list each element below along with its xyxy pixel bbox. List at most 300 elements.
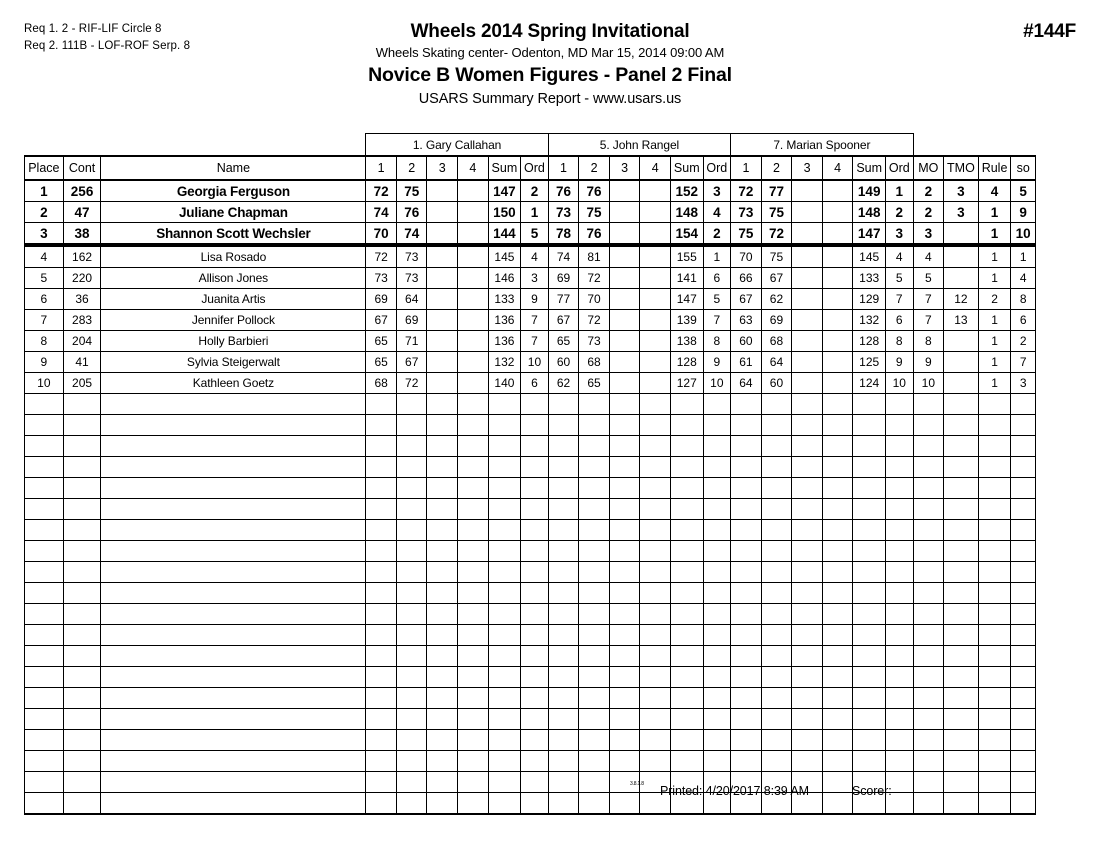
table-row[interactable] bbox=[25, 331, 1036, 352]
blank-cell-j2-f3 bbox=[609, 667, 640, 688]
cell-skater-name: Shannon Scott Wechsler bbox=[101, 223, 366, 246]
judge-band-spacer-right bbox=[913, 134, 1035, 157]
cell-j2-f2: 68 bbox=[579, 352, 610, 373]
blank-cell-tmo bbox=[944, 604, 979, 625]
cell-j3-f1: 72 bbox=[731, 180, 762, 202]
cell-j1-sum: 133 bbox=[488, 289, 521, 310]
cell-j1-f3 bbox=[427, 180, 458, 202]
cell-tmo bbox=[944, 245, 979, 268]
blank-cell-tmo bbox=[944, 457, 979, 478]
cell-j2-ord: 5 bbox=[703, 289, 731, 310]
cell-so: 7 bbox=[1011, 352, 1036, 373]
blank-cell-j3-f3 bbox=[792, 394, 823, 415]
cell-j2-ord: 3 bbox=[703, 180, 731, 202]
blank-cell-mo bbox=[913, 541, 944, 562]
blank-cell-j1-f2 bbox=[396, 394, 427, 415]
blank-cell-j3-f4 bbox=[822, 667, 853, 688]
blank-cell-so bbox=[1011, 709, 1036, 730]
cell-skater-name: Juanita Artis bbox=[101, 289, 366, 310]
cell-j1-f3 bbox=[427, 289, 458, 310]
cell-j2-f2: 70 bbox=[579, 289, 610, 310]
blank-table-row[interactable] bbox=[25, 688, 1036, 709]
blank-table-row[interactable] bbox=[25, 646, 1036, 667]
table-row[interactable] bbox=[25, 268, 1036, 289]
blank-cell-j2-f1 bbox=[548, 562, 579, 583]
cell-j2-f4 bbox=[640, 310, 671, 331]
cell-j1-f1: 69 bbox=[366, 289, 397, 310]
cell-rule: 2 bbox=[978, 289, 1011, 310]
blank-cell-j2-f4 bbox=[640, 457, 671, 478]
cell-j1-ord: 9 bbox=[521, 289, 549, 310]
table-row[interactable] bbox=[25, 245, 1036, 268]
cell-j2-f4 bbox=[640, 331, 671, 352]
cell-mo: 8 bbox=[913, 331, 944, 352]
blank-cell-j2-f3 bbox=[609, 436, 640, 457]
blank-cell-j2-f1 bbox=[548, 520, 579, 541]
cell-j2-f2: 65 bbox=[579, 373, 610, 394]
blank-cell-j2-f2 bbox=[579, 520, 610, 541]
blank-cell-j3-f3 bbox=[792, 562, 823, 583]
blank-cell-j3-f2 bbox=[761, 436, 792, 457]
cell-skater-name: Holly Barbieri bbox=[101, 331, 366, 352]
blank-cell-j2-ord bbox=[703, 730, 731, 751]
blank-cell-j2-ord bbox=[703, 541, 731, 562]
blank-cell-j1-sum bbox=[488, 541, 521, 562]
cell-tmo: 3 bbox=[944, 202, 979, 223]
blank-table-row[interactable] bbox=[25, 520, 1036, 541]
blank-cell-j3-f3 bbox=[792, 751, 823, 772]
cell-j2-ord: 7 bbox=[703, 310, 731, 331]
blank-cell-j1-f3 bbox=[427, 562, 458, 583]
cell-j3-f3 bbox=[792, 180, 823, 202]
blank-cell-j1-ord bbox=[521, 541, 549, 562]
blank-cell-j3-f4 bbox=[822, 478, 853, 499]
cell-j2-sum: 147 bbox=[670, 289, 703, 310]
blank-cell-j3-f2 bbox=[761, 688, 792, 709]
cell-j1-f1: 72 bbox=[366, 180, 397, 202]
blank-table-row[interactable] bbox=[25, 499, 1036, 520]
blank-table-row[interactable] bbox=[25, 478, 1036, 499]
blank-cell-name bbox=[101, 394, 366, 415]
cell-j3-ord: 5 bbox=[885, 268, 913, 289]
blank-cell-j2-f3 bbox=[609, 478, 640, 499]
blank-cell-name bbox=[101, 646, 366, 667]
blank-cell-j1-f2 bbox=[396, 625, 427, 646]
blank-cell-mo bbox=[913, 751, 944, 772]
blank-cell-name bbox=[101, 520, 366, 541]
blank-cell-j3-f1 bbox=[731, 478, 762, 499]
blank-cell-j3-sum bbox=[853, 478, 886, 499]
cell-j2-f1: 78 bbox=[548, 223, 579, 246]
blank-cell-j1-f1 bbox=[366, 520, 397, 541]
cell-tmo bbox=[944, 331, 979, 352]
cell-j2-f3 bbox=[609, 223, 640, 246]
cell-j2-f2: 75 bbox=[579, 202, 610, 223]
blank-cell-j3-sum bbox=[853, 436, 886, 457]
cell-j1-f4 bbox=[458, 373, 489, 394]
blank-table-row[interactable] bbox=[25, 604, 1036, 625]
blank-cell-j2-f4 bbox=[640, 646, 671, 667]
blank-cell-place bbox=[25, 541, 64, 562]
cell-so: 2 bbox=[1011, 331, 1036, 352]
blank-cell-j1-ord bbox=[521, 457, 549, 478]
blank-cell-j3-f2 bbox=[761, 394, 792, 415]
blank-cell-cont bbox=[63, 604, 101, 625]
blank-cell-j2-ord bbox=[703, 562, 731, 583]
blank-cell-j1-sum bbox=[488, 667, 521, 688]
blank-cell-j1-f3 bbox=[427, 457, 458, 478]
blank-cell-cont bbox=[63, 751, 101, 772]
blank-cell-j2-f3 bbox=[609, 541, 640, 562]
cell-mo: 2 bbox=[913, 180, 944, 202]
blank-cell-j2-sum bbox=[670, 562, 703, 583]
cell-j2-f4 bbox=[640, 202, 671, 223]
blank-cell-name bbox=[101, 499, 366, 520]
blank-cell-j2-f4 bbox=[640, 751, 671, 772]
table-row[interactable] bbox=[25, 373, 1036, 394]
blank-cell-j2-sum bbox=[670, 688, 703, 709]
blank-cell-cont bbox=[63, 457, 101, 478]
blank-cell-j2-sum bbox=[670, 394, 703, 415]
blank-cell-name bbox=[101, 415, 366, 436]
blank-cell-j2-f4 bbox=[640, 625, 671, 646]
blank-cell-j3-sum bbox=[853, 751, 886, 772]
blank-cell-j1-f1 bbox=[366, 562, 397, 583]
blank-cell-j2-f1 bbox=[548, 415, 579, 436]
blank-cell-j2-ord bbox=[703, 604, 731, 625]
cell-j3-f2: 68 bbox=[761, 331, 792, 352]
cell-j2-ord: 10 bbox=[703, 373, 731, 394]
cell-j1-f2: 74 bbox=[396, 223, 427, 246]
blank-cell-j3-f4 bbox=[822, 457, 853, 478]
blank-cell-j2-f2 bbox=[579, 415, 610, 436]
cell-cont: 283 bbox=[63, 310, 101, 331]
col-header-j3-fig4: 4 bbox=[822, 156, 853, 180]
blank-cell-j3-f1 bbox=[731, 730, 762, 751]
blank-cell-j1-f3 bbox=[427, 541, 458, 562]
blank-cell-place bbox=[25, 478, 64, 499]
table-row[interactable] bbox=[25, 352, 1036, 373]
scorer-label: Scorer: bbox=[852, 784, 892, 798]
cell-j1-f3 bbox=[427, 268, 458, 289]
cell-j2-f1: 74 bbox=[548, 245, 579, 268]
blank-cell-j3-f2 bbox=[761, 667, 792, 688]
blank-cell-cont bbox=[63, 646, 101, 667]
blank-cell-j1-sum bbox=[488, 394, 521, 415]
blank-cell-j2-f2 bbox=[579, 646, 610, 667]
blank-cell-j1-f2 bbox=[396, 520, 427, 541]
blank-cell-j3-f2 bbox=[761, 730, 792, 751]
judge-1-name: 1. Gary Callahan bbox=[366, 134, 548, 157]
col-header-rule: Rule bbox=[978, 156, 1011, 180]
cell-j2-f1: 69 bbox=[548, 268, 579, 289]
blank-table-row[interactable] bbox=[25, 583, 1036, 604]
blank-cell-j3-sum bbox=[853, 667, 886, 688]
cell-j2-f4 bbox=[640, 268, 671, 289]
blank-cell-j2-ord bbox=[703, 751, 731, 772]
blank-cell-j2-f3 bbox=[609, 709, 640, 730]
blank-cell-name bbox=[101, 730, 366, 751]
blank-cell-j2-f1 bbox=[548, 709, 579, 730]
blank-cell-cont bbox=[63, 394, 101, 415]
blank-cell-j1-f1 bbox=[366, 730, 397, 751]
blank-cell-j2-f2 bbox=[579, 394, 610, 415]
cell-j1-ord: 3 bbox=[521, 268, 549, 289]
blank-cell-j3-f3 bbox=[792, 520, 823, 541]
blank-cell-j2-f2 bbox=[579, 709, 610, 730]
blank-table-row[interactable] bbox=[25, 394, 1036, 415]
cell-tmo bbox=[944, 223, 979, 246]
col-header-j1-fig1: 1 bbox=[366, 156, 397, 180]
cell-mo: 5 bbox=[913, 268, 944, 289]
blank-cell-place bbox=[25, 730, 64, 751]
blank-cell-place bbox=[25, 394, 64, 415]
blank-cell-so bbox=[1011, 688, 1036, 709]
blank-cell-j1-sum bbox=[488, 478, 521, 499]
blank-cell-j1-f4 bbox=[458, 520, 489, 541]
blank-cell-j1-sum bbox=[488, 415, 521, 436]
blank-cell-j3-ord bbox=[885, 436, 913, 457]
blank-cell-j1-sum bbox=[488, 520, 521, 541]
cell-j1-sum: 150 bbox=[488, 202, 521, 223]
blank-cell-j3-f2 bbox=[761, 415, 792, 436]
col-header-mo: MO bbox=[913, 156, 944, 180]
blank-cell-j3-f3 bbox=[792, 667, 823, 688]
blank-cell-name bbox=[101, 478, 366, 499]
blank-cell-j1-f2 bbox=[396, 457, 427, 478]
blank-cell-place bbox=[25, 520, 64, 541]
blank-cell-j3-ord bbox=[885, 457, 913, 478]
cell-rule: 4 bbox=[978, 180, 1011, 202]
cell-cont: 47 bbox=[63, 202, 101, 223]
cell-place: 6 bbox=[25, 289, 64, 310]
cell-j1-sum: 136 bbox=[488, 310, 521, 331]
blank-cell-j3-ord bbox=[885, 478, 913, 499]
col-header-so: so bbox=[1011, 156, 1036, 180]
cell-j1-f1: 65 bbox=[366, 352, 397, 373]
blank-cell-j3-sum bbox=[853, 730, 886, 751]
blank-cell-j1-ord bbox=[521, 604, 549, 625]
cell-j2-f1: 77 bbox=[548, 289, 579, 310]
cell-j1-f1: 74 bbox=[366, 202, 397, 223]
cell-j1-f3 bbox=[427, 245, 458, 268]
blank-cell-j3-f4 bbox=[822, 520, 853, 541]
cell-j3-ord: 10 bbox=[885, 373, 913, 394]
blank-cell-so bbox=[1011, 394, 1036, 415]
cell-j3-f2: 75 bbox=[761, 202, 792, 223]
blank-table-row[interactable] bbox=[25, 709, 1036, 730]
blank-cell-j1-f4 bbox=[458, 436, 489, 457]
blank-cell-j1-f2 bbox=[396, 709, 427, 730]
cell-j2-f3 bbox=[609, 310, 640, 331]
col-header-j2-ord: Ord bbox=[703, 156, 731, 180]
blank-table-row[interactable] bbox=[25, 667, 1036, 688]
blank-cell-j3-sum bbox=[853, 457, 886, 478]
blank-table-row[interactable] bbox=[25, 457, 1036, 478]
blank-cell-mo bbox=[913, 667, 944, 688]
blank-cell-j3-sum bbox=[853, 583, 886, 604]
blank-table-row[interactable] bbox=[25, 541, 1036, 562]
table-row[interactable] bbox=[25, 180, 1036, 202]
cell-j2-f1: 65 bbox=[548, 331, 579, 352]
blank-cell-j1-f1 bbox=[366, 478, 397, 499]
cell-j3-f3 bbox=[792, 289, 823, 310]
cell-j3-ord: 7 bbox=[885, 289, 913, 310]
blank-cell-j3-f2 bbox=[761, 646, 792, 667]
blank-cell-j1-ord bbox=[521, 520, 549, 541]
blank-cell-j3-f2 bbox=[761, 751, 792, 772]
blank-cell-cont bbox=[63, 478, 101, 499]
blank-cell-j3-f2 bbox=[761, 583, 792, 604]
blank-cell-j3-ord bbox=[885, 730, 913, 751]
cell-rule: 1 bbox=[978, 352, 1011, 373]
cell-j1-ord: 6 bbox=[521, 373, 549, 394]
blank-cell-tmo bbox=[944, 499, 979, 520]
cell-j1-f4 bbox=[458, 223, 489, 246]
blank-cell-j2-sum bbox=[670, 604, 703, 625]
blank-cell-j2-f2 bbox=[579, 541, 610, 562]
blank-table-row[interactable] bbox=[25, 562, 1036, 583]
blank-cell-rule bbox=[978, 667, 1011, 688]
blank-cell-j3-f1 bbox=[731, 520, 762, 541]
cell-cont: 38 bbox=[63, 223, 101, 246]
cell-mo: 7 bbox=[913, 310, 944, 331]
cell-mo: 7 bbox=[913, 289, 944, 310]
blank-cell-tmo bbox=[944, 646, 979, 667]
blank-cell-j1-f1 bbox=[366, 394, 397, 415]
blank-cell-rule bbox=[978, 457, 1011, 478]
blank-cell-tmo bbox=[944, 751, 979, 772]
blank-cell-mo bbox=[913, 709, 944, 730]
blank-table-row[interactable] bbox=[25, 436, 1036, 457]
cell-j3-ord: 8 bbox=[885, 331, 913, 352]
cell-j2-f3 bbox=[609, 180, 640, 202]
blank-cell-tmo bbox=[944, 709, 979, 730]
blank-cell-cont bbox=[63, 583, 101, 604]
blank-cell-mo bbox=[913, 604, 944, 625]
blank-cell-rule bbox=[978, 751, 1011, 772]
blank-cell-j1-f3 bbox=[427, 709, 458, 730]
cell-j2-f2: 76 bbox=[579, 223, 610, 246]
judge-band-spacer-left bbox=[25, 134, 366, 157]
blank-cell-j3-sum bbox=[853, 541, 886, 562]
cell-tmo bbox=[944, 373, 979, 394]
blank-cell-j3-f1 bbox=[731, 415, 762, 436]
blank-cell-j3-f2 bbox=[761, 709, 792, 730]
cell-j2-sum: 127 bbox=[670, 373, 703, 394]
blank-cell-mo bbox=[913, 625, 944, 646]
cell-j2-f3 bbox=[609, 245, 640, 268]
blank-cell-place bbox=[25, 688, 64, 709]
table-row[interactable] bbox=[25, 289, 1036, 310]
blank-cell-place bbox=[25, 499, 64, 520]
col-header-j3-fig2: 2 bbox=[761, 156, 792, 180]
cell-j3-f1: 61 bbox=[731, 352, 762, 373]
cell-j2-f2: 73 bbox=[579, 331, 610, 352]
blank-cell-tmo bbox=[944, 541, 979, 562]
cell-j3-f1: 64 bbox=[731, 373, 762, 394]
blank-cell-j2-f3 bbox=[609, 394, 640, 415]
cell-j1-f2: 73 bbox=[396, 245, 427, 268]
blank-cell-so bbox=[1011, 499, 1036, 520]
cell-j2-f4 bbox=[640, 245, 671, 268]
blank-cell-j2-ord bbox=[703, 646, 731, 667]
cell-j1-f3 bbox=[427, 223, 458, 246]
cell-j1-f1: 65 bbox=[366, 331, 397, 352]
blank-cell-j3-f1 bbox=[731, 499, 762, 520]
cell-j3-f2: 64 bbox=[761, 352, 792, 373]
blank-cell-j3-f4 bbox=[822, 730, 853, 751]
blank-cell-j3-f1 bbox=[731, 604, 762, 625]
blank-table-row[interactable] bbox=[25, 415, 1036, 436]
cell-j1-f4 bbox=[458, 289, 489, 310]
blank-cell-so bbox=[1011, 457, 1036, 478]
cell-mo: 4 bbox=[913, 245, 944, 268]
blank-cell-j2-f3 bbox=[609, 499, 640, 520]
blank-cell-j2-f4 bbox=[640, 436, 671, 457]
blank-cell-so bbox=[1011, 520, 1036, 541]
cell-j3-sum: 125 bbox=[853, 352, 886, 373]
blank-cell-cont bbox=[63, 625, 101, 646]
cell-j2-f3 bbox=[609, 289, 640, 310]
blank-cell-j2-f2 bbox=[579, 730, 610, 751]
blank-cell-mo bbox=[913, 499, 944, 520]
cell-j3-sum: 133 bbox=[853, 268, 886, 289]
blank-cell-cont bbox=[63, 541, 101, 562]
blank-cell-j1-f4 bbox=[458, 541, 489, 562]
blank-table-row[interactable] bbox=[25, 625, 1036, 646]
cell-j1-ord: 7 bbox=[521, 310, 549, 331]
table-row[interactable] bbox=[25, 202, 1036, 223]
blank-table-row[interactable] bbox=[25, 751, 1036, 772]
blank-cell-j1-f4 bbox=[458, 667, 489, 688]
col-header-j2-fig2: 2 bbox=[579, 156, 610, 180]
cell-skater-name: Kathleen Goetz bbox=[101, 373, 366, 394]
blank-cell-j2-f4 bbox=[640, 541, 671, 562]
blank-cell-j2-f4 bbox=[640, 415, 671, 436]
blank-cell-j3-f3 bbox=[792, 436, 823, 457]
table-row[interactable] bbox=[25, 310, 1036, 331]
cell-j2-f4 bbox=[640, 180, 671, 202]
cell-j1-f3 bbox=[427, 310, 458, 331]
blank-cell-cont bbox=[63, 730, 101, 751]
table-row[interactable] bbox=[25, 223, 1036, 246]
blank-cell-j1-f1 bbox=[366, 604, 397, 625]
cell-j2-f3 bbox=[609, 331, 640, 352]
blank-cell-j1-f3 bbox=[427, 667, 458, 688]
blank-cell-cont bbox=[63, 667, 101, 688]
blank-cell-j3-f1 bbox=[731, 394, 762, 415]
blank-cell-j3-ord bbox=[885, 499, 913, 520]
blank-cell-j3-f1 bbox=[731, 562, 762, 583]
blank-cell-j1-f4 bbox=[458, 478, 489, 499]
blank-cell-mo bbox=[913, 415, 944, 436]
blank-cell-j2-f4 bbox=[640, 730, 671, 751]
blank-cell-j3-ord bbox=[885, 667, 913, 688]
cell-j2-ord: 8 bbox=[703, 331, 731, 352]
cell-j2-sum: 139 bbox=[670, 310, 703, 331]
cell-mo: 9 bbox=[913, 352, 944, 373]
blank-cell-j2-f3 bbox=[609, 457, 640, 478]
cell-j1-sum: 146 bbox=[488, 268, 521, 289]
blank-cell-j1-sum bbox=[488, 562, 521, 583]
blank-cell-j1-f4 bbox=[458, 562, 489, 583]
blank-cell-j1-f4 bbox=[458, 625, 489, 646]
blank-table-row[interactable] bbox=[25, 730, 1036, 751]
cell-place: 2 bbox=[25, 202, 64, 223]
blank-cell-j2-f4 bbox=[640, 394, 671, 415]
blank-cell-place bbox=[25, 415, 64, 436]
